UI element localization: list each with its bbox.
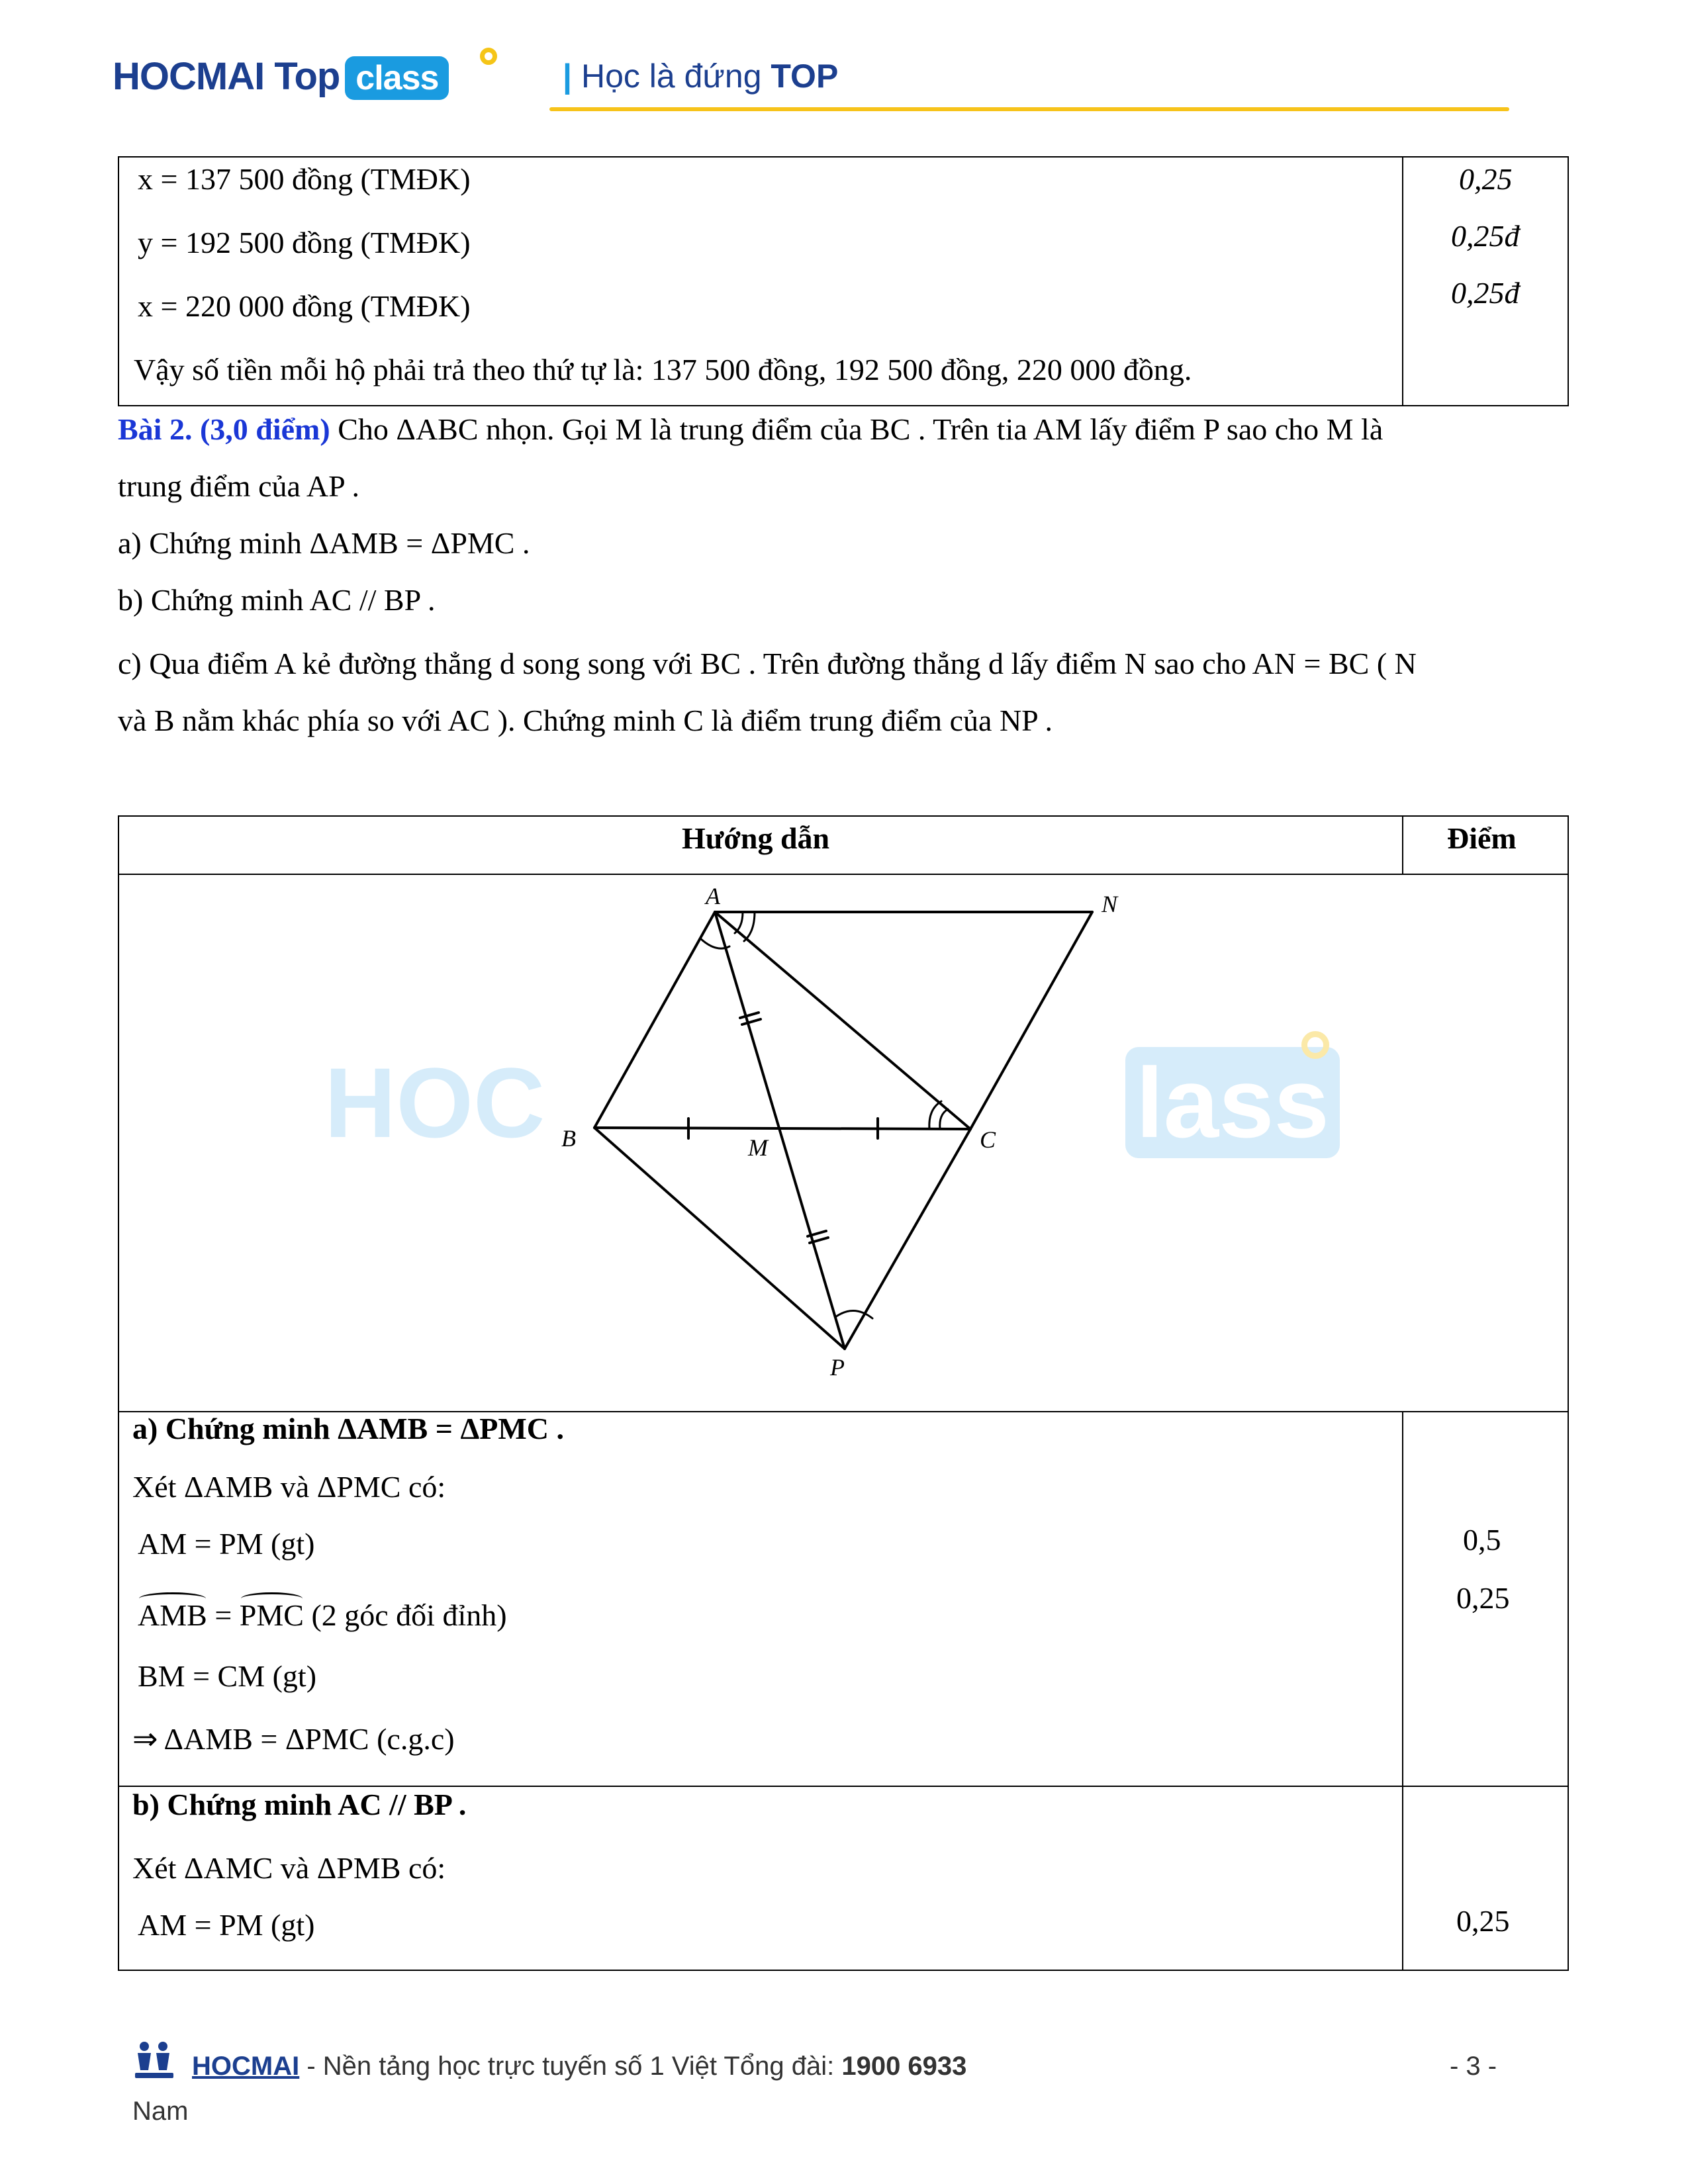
answer-row-x2: x = 220 000 đồng (TMĐK) [138,289,471,323]
segment-NC [970,912,1092,1129]
watermark-right-text: lass [1125,1047,1340,1158]
segment-BP [594,1128,845,1349]
slogan-text: Học là đứng [581,58,762,95]
angle-AMB: AMB [138,1598,207,1632]
slogan-bar: | [563,58,572,95]
solution-b-consider: Xét ΔAMC và ΔPMB có: [132,1851,446,1885]
solution-a-line1: AM = PM (gt) [138,1527,315,1561]
segment-AP [715,912,845,1349]
solution-a-line4: ⇒ ΔAMB = ΔPMC (c.g.c) [132,1722,455,1756]
solution-a-title: a) Chứng minh ΔAMB = ΔPMC . [132,1412,565,1445]
label-M: M [748,1134,768,1161]
label-C: C [980,1126,996,1153]
angle-arc-ACB-1 [940,1109,948,1129]
problem-statement-1: Cho ΔABC nhọn. Gọi M là trung điểm của BC . Trên tia AM lấy điểm P sao cho M là [338,412,1383,446]
column-header-score: Điểm [1447,821,1517,855]
score-b-1: 0,25 [1456,1904,1510,1938]
label-A: A [706,883,720,909]
footer-phone: 1900 6933 [841,2052,967,2081]
answer-conclusion: Vậy số tiền mỗi hộ phải trả theo thứ tự là: 137 500 đồng, 192 500 đồng, 220 000 đồng. [134,353,1192,387]
brand-main: HOCMAI Top [113,55,340,98]
footer-line [192,2052,966,2081]
segment-CP [845,1129,970,1349]
problem-part-a: a) Chứng minh ΔAMB = ΔPMC . [118,526,530,560]
score-2: 0,25đ [1451,219,1520,253]
hocmai-people-icon [132,2040,176,2081]
score-a-2: 0,25 [1456,1581,1510,1615]
answer-row-y: y = 192 500 đồng (TMĐK) [138,226,471,259]
solution-a-consider: Xét ΔAMB và ΔPMC có: [132,1470,446,1504]
solution-a-line3: BM = CM (gt) [138,1659,317,1693]
footer-text: - Nền tảng học trực tuyến số 1 Việt Tổng đài: [299,2052,842,2081]
segment-AB [594,912,715,1128]
page-number: - 3 - [1450,2052,1497,2081]
score-3: 0,25đ [1451,276,1520,310]
problem-label: Bài 2. (3,0 điểm) [118,412,330,446]
solution-b-line1: AM = PM (gt) [138,1908,315,1942]
problem-part-c-2: và B nằm khác phía so với AC ). Chứng minh C là điểm trung điểm của NP . [118,704,1053,737]
score-a-1: 0,5 [1463,1523,1501,1557]
column-header-guide: Hướng dẫn [682,821,830,855]
tick-AM-1 [740,1013,759,1018]
problem-part-c-1: c) Qua điểm A kẻ đường thẳng d song song với BC . Trên đường thẳng d lấy điểm N sao cho AN = BC ( N [118,647,1417,680]
label-N: N [1102,891,1118,917]
tick-AM-2 [742,1019,761,1024]
brand-badge: class [345,56,449,100]
answer-row-x1: x = 137 500 đồng (TMĐK) [138,162,471,196]
footer-brand-link[interactable]: HOCMAI [192,2052,300,2081]
problem-part-b: b) Chứng minh AC // BP . [118,583,436,617]
segment-BC [594,1128,970,1129]
score-1: 0,25 [1459,162,1513,196]
slogan-bold: TOP [771,58,839,95]
label-B: B [561,1125,576,1152]
footer-line-2: Nam [132,2097,189,2126]
solution-a-line2-eq: = [207,1598,240,1632]
solution-b-title: b) Chứng minh AC // BP . [132,1788,467,1821]
problem-statement-2: trung điểm của AP . [118,469,359,503]
solution-a-line2 [138,1598,507,1633]
label-P: P [830,1354,845,1381]
watermark-left: HOC [324,1047,545,1158]
solution-a-line2-tail: (2 góc đối đỉnh) [303,1598,507,1632]
angle-PMC: PMC [239,1598,304,1632]
